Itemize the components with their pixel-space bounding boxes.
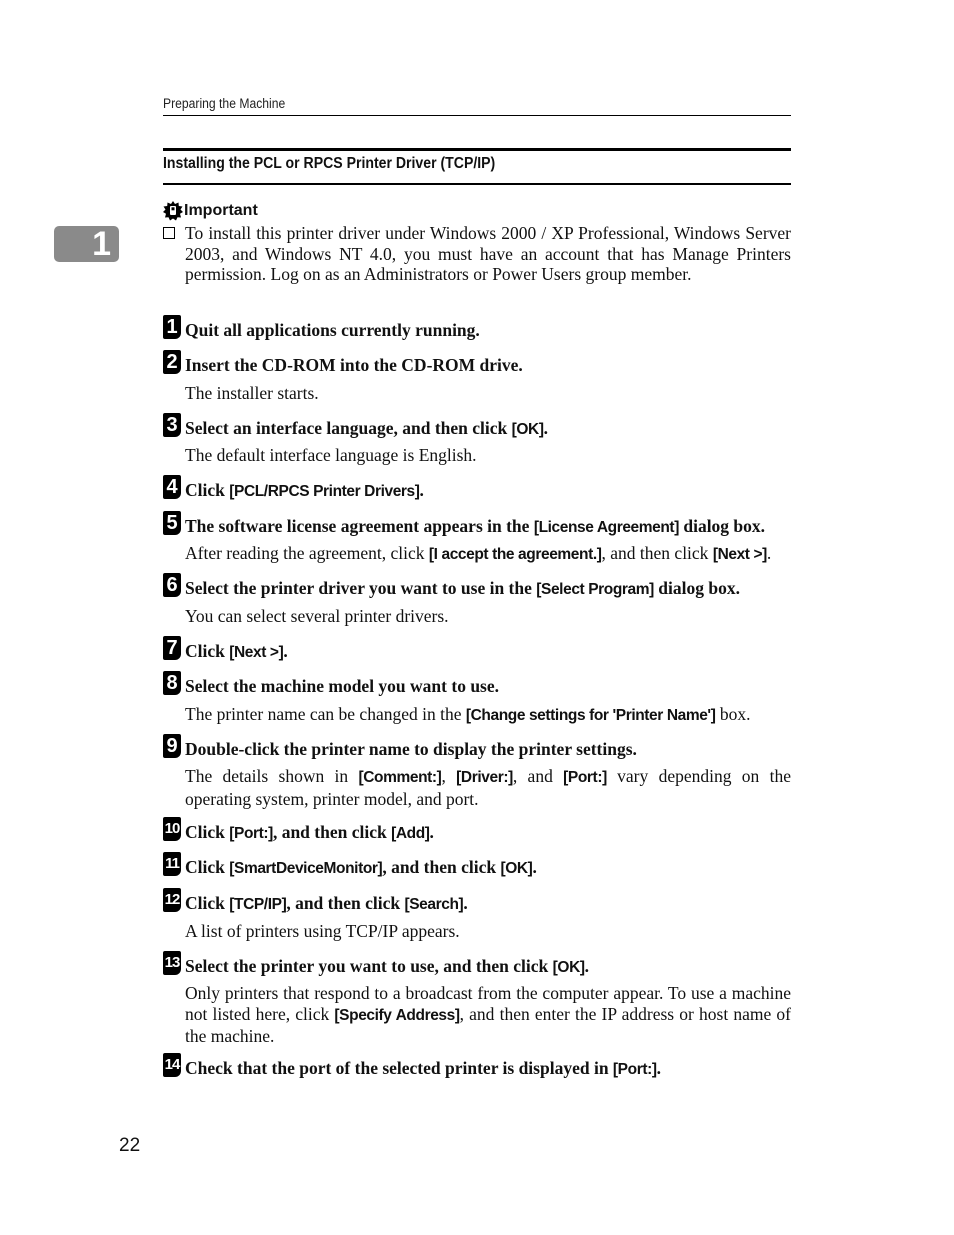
step-title	[185, 578, 805, 600]
step-title	[185, 516, 805, 538]
ui-label: [Port:]	[612, 1061, 657, 1078]
step-description	[185, 983, 791, 1047]
step-description	[185, 704, 791, 727]
step-number-10: 10	[163, 817, 181, 841]
text-run: The software license agreement appears in the	[185, 516, 534, 536]
ui-label: [TCP/IP]	[229, 896, 287, 913]
text-run: After reading the agreement, click	[185, 543, 429, 563]
text-run: Only printers that respond to a broadcast from the computer appear. To use a machine not listed here, click	[185, 983, 791, 1024]
step-number-13: 13	[163, 951, 181, 975]
text-run: Select the printer you want to use, and then click	[185, 956, 553, 976]
text-run: .	[463, 893, 468, 913]
text-run: The printer name can be changed in the	[185, 704, 466, 724]
step-description	[185, 383, 791, 404]
section-rule-bottom	[163, 183, 791, 185]
step-title	[185, 857, 805, 879]
text-run: dialog box.	[678, 516, 766, 536]
step-number-8: 8	[163, 671, 181, 695]
text-run: The default interface language is English.	[185, 445, 477, 465]
text-run: .	[419, 480, 424, 500]
text-run: Select an interface language, and then click	[185, 418, 512, 438]
text-run: .	[283, 641, 288, 661]
text-run: , and then click	[601, 543, 713, 563]
ui-label: [Port:]	[563, 769, 607, 786]
ui-label: [Port:]	[229, 825, 273, 842]
step-title	[185, 676, 805, 696]
step-description	[185, 543, 791, 566]
text-run: Click	[185, 822, 230, 842]
text-run: , and then enter the IP address or host name of the machine.	[185, 1003, 791, 1046]
step-number-4: 4	[163, 475, 181, 499]
text-run: .	[543, 418, 548, 438]
text-run: Double-click the printer name to display the printer settings.	[185, 739, 637, 759]
text-run: dialog box.	[653, 578, 740, 598]
step-title	[185, 355, 805, 375]
step-number-14: 14	[163, 1053, 181, 1077]
step-number-7: 7	[163, 636, 181, 660]
ui-label: [Driver:]	[456, 769, 513, 786]
important-note-text: To install this printer driver under Windows 2000 / XP Professional, Windows Server 2003, and Windows NT 4.0, you must have an account that has Manage Printers permission. Log on as an Administrators or Power Users group member.	[185, 223, 791, 284]
ui-label: [Select Program]	[536, 581, 654, 598]
text-run: .	[429, 822, 434, 842]
step-number-1: 1	[163, 315, 181, 339]
text-run: .	[532, 857, 537, 877]
text-run: , and then click	[272, 822, 392, 842]
step-number-2: 2	[163, 350, 181, 374]
step-title	[185, 418, 805, 440]
step-number-9: 9	[163, 734, 181, 758]
ui-label: [License Agreement]	[533, 519, 679, 536]
step-title	[185, 641, 805, 663]
page-number: 22	[119, 1135, 141, 1156]
text-run: Insert the CD-ROM into the CD-ROM drive.	[185, 355, 523, 375]
step-title	[185, 822, 805, 844]
step-number-3: 3	[163, 413, 181, 437]
ui-label: [Next >]	[712, 546, 767, 563]
checkbox-bullet-icon	[163, 227, 175, 239]
text-run: , and	[512, 766, 564, 786]
step-number-11: 11	[163, 852, 181, 876]
header-rule	[163, 115, 791, 116]
text-run: Click	[185, 893, 230, 913]
chapter-tab: 1	[54, 226, 119, 262]
step-description	[185, 445, 791, 466]
step-title	[185, 480, 805, 502]
text-run: Check that the port of the selected printer is displayed in	[185, 1058, 613, 1078]
text-run: Click	[185, 480, 230, 500]
ui-label: [Comment:]	[358, 769, 442, 786]
important-badge-icon	[163, 201, 183, 221]
text-run: A list of printers using TCP/IP appears.	[185, 921, 460, 941]
step-number-5: 5	[163, 511, 181, 535]
ui-label: [PCL/RPCS Printer Drivers]	[229, 483, 420, 500]
step-title	[185, 1058, 805, 1080]
text-run: , and then click	[286, 893, 405, 913]
important-label: Important	[184, 202, 258, 219]
text-run: Select the printer driver you want to use in the	[185, 578, 537, 598]
step-title	[185, 893, 805, 915]
ui-label: [OK]	[552, 959, 585, 976]
text-run: vary depending on the operating system, printer model, and port.	[185, 766, 791, 809]
step-description	[185, 766, 791, 809]
step-number-6: 6	[163, 573, 181, 597]
text-run: Quit all applications currently running.	[185, 320, 480, 340]
important-note	[163, 223, 791, 285]
text-run: The details shown in	[185, 766, 359, 786]
ui-label: [SmartDeviceMonitor]	[229, 860, 383, 877]
step-description	[185, 606, 791, 627]
text-run: .	[766, 543, 772, 563]
text-run: Click	[185, 857, 230, 877]
text-run: Click	[185, 641, 230, 661]
ui-label: [Change settings for 'Printer Name']	[465, 707, 716, 724]
text-run: ,	[441, 766, 457, 786]
ui-label: [Next >]	[229, 644, 284, 661]
text-run: The installer starts.	[185, 383, 319, 403]
text-run: box.	[715, 704, 751, 724]
text-run: You can select several printer drivers.	[185, 606, 449, 626]
text-run: Select the machine model you want to use.	[185, 676, 500, 696]
important-heading	[163, 201, 258, 221]
section-title: Installing the PCL or RPCS Printer Driver (TCP/IP)	[163, 155, 496, 172]
section-rule-top	[163, 148, 791, 151]
step-title	[185, 320, 805, 340]
step-title	[185, 739, 805, 759]
step-number-12: 12	[163, 888, 181, 912]
ui-label: [Search]	[404, 896, 464, 913]
ui-label: [OK]	[511, 421, 544, 438]
text-run: .	[656, 1058, 661, 1078]
ui-label: [Add]	[391, 825, 430, 842]
ui-label: [I accept the agreement.]	[428, 546, 602, 563]
ui-label: [Specify Address]	[334, 1006, 460, 1024]
text-run: , and then click	[382, 857, 501, 877]
ui-label: [OK]	[500, 860, 533, 877]
running-head: Preparing the Machine	[163, 96, 286, 111]
text-run: .	[584, 956, 590, 976]
step-description	[185, 921, 791, 942]
step-title	[185, 956, 805, 978]
